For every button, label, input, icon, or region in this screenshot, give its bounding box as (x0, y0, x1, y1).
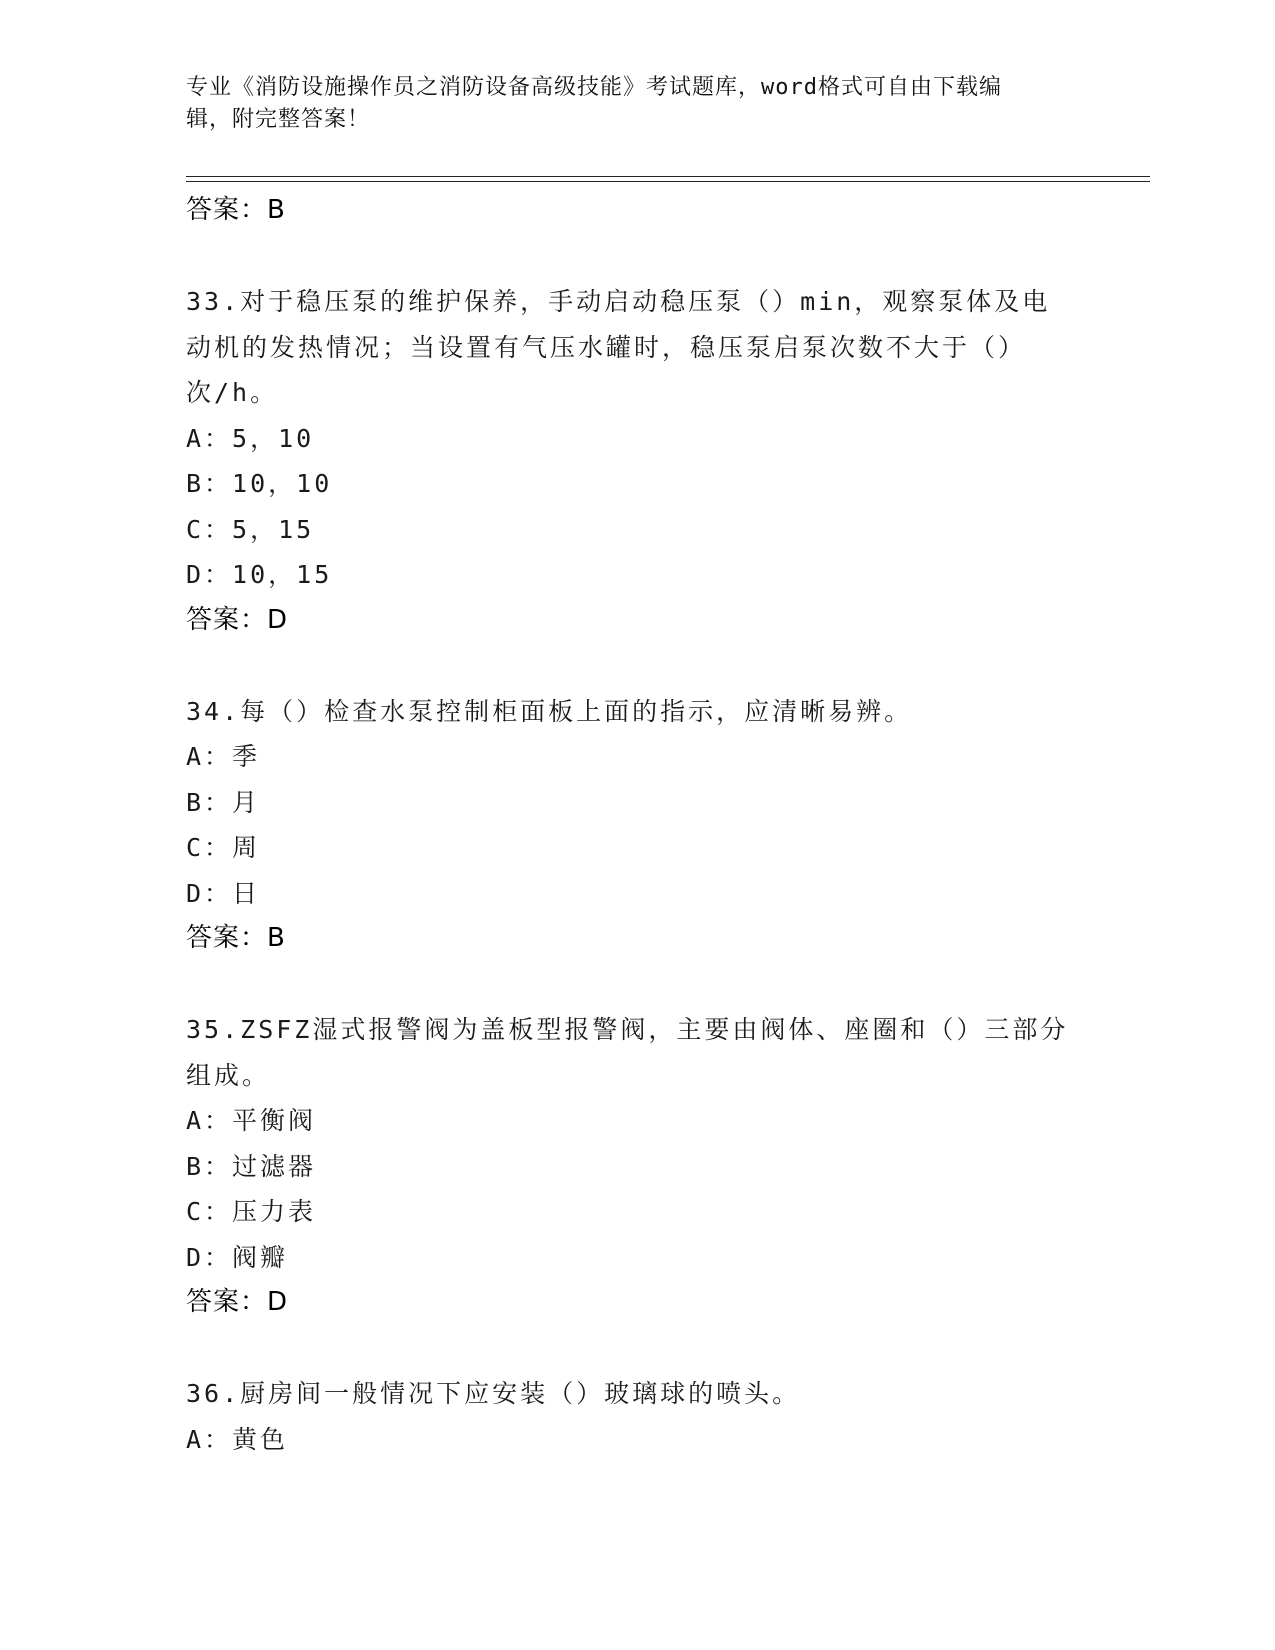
header-rule-bottom (186, 181, 1150, 182)
header-rule-top (186, 176, 1150, 177)
option-c: C：压力表 (186, 1197, 317, 1226)
spacer (186, 1326, 1086, 1372)
question-text-line: 36.厨房间一般情况下应安装（）玻璃球的喷头。 (186, 1379, 801, 1408)
question-list (186, 188, 1086, 1462)
option-d: D：日 (186, 878, 261, 908)
option-a: A：5，10 (186, 423, 315, 453)
option-a: A：黄色 (186, 1424, 289, 1454)
question-text-line: 组成。 (186, 1060, 271, 1090)
spacer (186, 643, 1086, 689)
spacer (186, 962, 1086, 1008)
answer: 答案：D (186, 604, 289, 635)
header-line-1: 专业《消防设施操作员之消防设备高级技能》考试题库，word格式可自由下载编 (186, 75, 1002, 100)
previous-answer: 答案：B (186, 195, 286, 225)
question-33 (186, 279, 1086, 643)
option-b: B：过滤器 (186, 1151, 317, 1181)
answer: 答案：D (186, 1287, 289, 1317)
question-35 (186, 1007, 1086, 1326)
question-36 (186, 1371, 1086, 1462)
answer: 答案：B (186, 923, 286, 953)
header-line-2: 辑，附完整答案！ (186, 107, 371, 132)
question-text-line: 35.ZSFZ湿式报警阀为盖板型报警阀，主要由阀体、座圈和（）三部分 (186, 1015, 1069, 1044)
spacer (186, 234, 1086, 280)
option-c: C：周 (186, 833, 261, 862)
question-text-line: 34.每（）检查水泵控制柜面板上面的指示，应清晰易辨。 (186, 696, 913, 726)
question-text-line: 次/h。 (186, 378, 279, 407)
question-text-line: 动机的发热情况；当设置有气压水罐时，稳压泵启泵次数不大于（） (186, 332, 1027, 362)
option-a: A：季 (186, 742, 261, 771)
option-b: B：10，10 (186, 469, 333, 498)
option-b: B：月 (186, 787, 261, 817)
option-d: D：10，15 (186, 560, 333, 589)
page-header (186, 72, 1066, 136)
option-c: C：5，15 (186, 514, 315, 544)
question-text-line: 33.对于稳压泵的维护保养，手动启动稳压泵（）min，观察泵体及电 (186, 287, 1051, 316)
option-a: A：平衡阀 (186, 1106, 317, 1135)
question-34 (186, 689, 1086, 962)
option-d: D：阀瓣 (186, 1242, 289, 1272)
